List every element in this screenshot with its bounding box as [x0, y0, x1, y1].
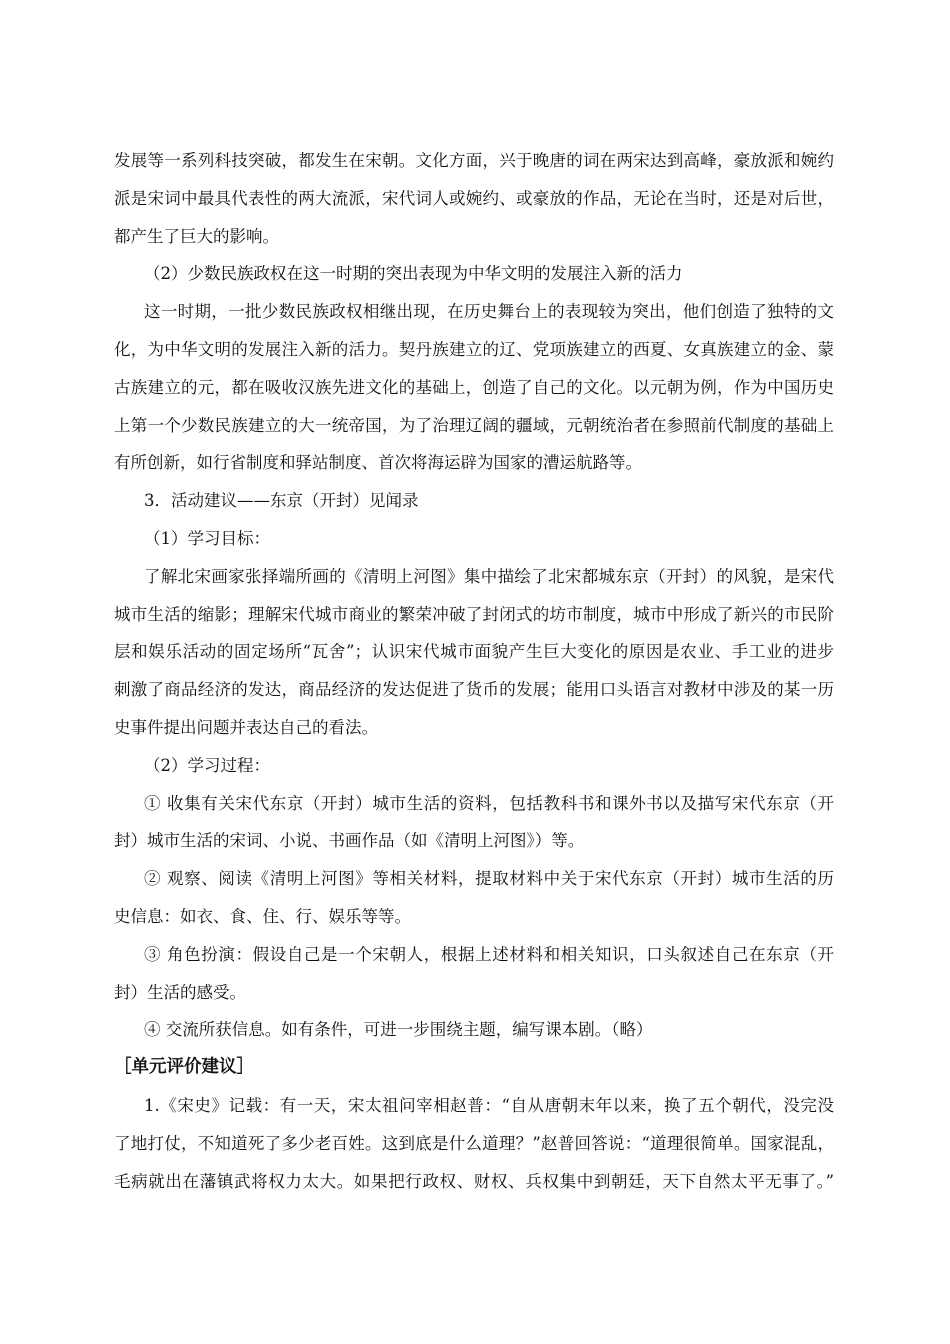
body-line: 上第一个少数民族建立的大一统帝国，为了治理辽阔的疆域，元朝统治者在参照前代制度的基础上: [114, 415, 834, 435]
subsection-heading: （2）学习过程：: [144, 755, 270, 775]
body-line: 这一时期，一批少数民族政权相继出现，在历史舞台上的表现较为突出，他们创造了独特的文: [144, 302, 834, 322]
body-line: 刺激了商品经济的发达，商品经济的发达促进了货币的发展；能用口头语言对教材中涉及的某一历: [114, 680, 834, 700]
body-line: 有所创新，如行省制度和驿站制度、首次将海运辟为国家的漕运航路等。: [114, 453, 642, 473]
list-item-line: ② 观察、阅读《清明上河图》等相关材料，提取材料中关于宋代东京（开封）城市生活的历: [144, 869, 834, 889]
body-line: 史事件提出问题并表达自己的看法。: [114, 717, 378, 737]
subsection-heading: （1）学习目标：: [144, 528, 270, 548]
body-line: 了解北宋画家张择端所画的《清明上河图》集中描绘了北宋都城东京（开封）的风貌，是宋代: [144, 566, 834, 586]
body-line: 发展等一系列科技突破，都发生在宋朝。文化方面，兴于晚唐的词在两宋达到高峰，豪放派和婉约: [114, 151, 834, 170]
subsection-heading: （2）少数民族政权在这一时期的突出表现为中华文明的发展注入新的活力: [144, 264, 683, 284]
list-item-line: ③ 角色扮演：假设自己是一个宋朝人，根据上述材料和相关知识，口头叙述自己在东京（开: [144, 944, 834, 964]
body-line: 城市生活的缩影；理解宋代城市商业的繁荣冲破了封闭式的坊市制度，城市中形成了新兴的市民阶: [114, 604, 834, 624]
body-line: 层和娱乐活动的固定场所“瓦舍”；认识宋代城市面貌产生巨大变化的原因是农业、手工业的进步: [114, 642, 834, 662]
list-item-line: 封）生活的感受。: [114, 982, 246, 1002]
unit-evaluation-heading: ［单元评价建议］: [114, 1057, 254, 1078]
body-line: 了地打仗，不知道死了多少老百姓。这到底是什么道理？”赵普回答说：“道理很简单。国家混乱，: [114, 1133, 834, 1153]
body-line: 毛病就出在藩镇武将权力太大。如果把行政权、财权、兵权集中到朝廷，天下自然太平无事了。”: [114, 1171, 834, 1191]
body-line: 古族建立的元，都在吸收汉族先进文化的基础上，创造了自己的文化。以元朝为例，作为中国历史: [114, 377, 834, 397]
list-item-line: ① 收集有关宋代东京（开封）城市生活的资料，包括教科书和课外书以及描写宋代东京（开: [144, 793, 834, 813]
list-item-line: 史信息：如衣、食、住、行、娱乐等等。: [114, 906, 411, 926]
list-item-line: ④ 交流所获信息。如有条件，可进一步围绕主题，编写课本剧。（略）: [144, 1020, 653, 1040]
section-heading: 3．活动建议——东京（开封）见闻录: [144, 491, 419, 511]
body-line: 1.《宋史》记载：有一天，宋太祖问宰相赵普：“自从唐朝末年以来，换了五个朝代，没完没: [144, 1095, 834, 1115]
body-line: 都产生了巨大的影响。: [114, 226, 279, 246]
document-body: [114, 142, 834, 1200]
body-line: 派是宋词中最具代表性的两大流派，宋代词人或婉约、或豪放的作品，无论在当时，还是对后世，: [114, 188, 834, 208]
body-line: 化，为中华文明的发展注入新的活力。契丹族建立的辽、党项族建立的西夏、女真族建立的金、蒙: [114, 339, 834, 359]
list-item-line: 封）城市生活的宋词、小说、书画作品（如《清明上河图》）等。: [114, 831, 585, 851]
